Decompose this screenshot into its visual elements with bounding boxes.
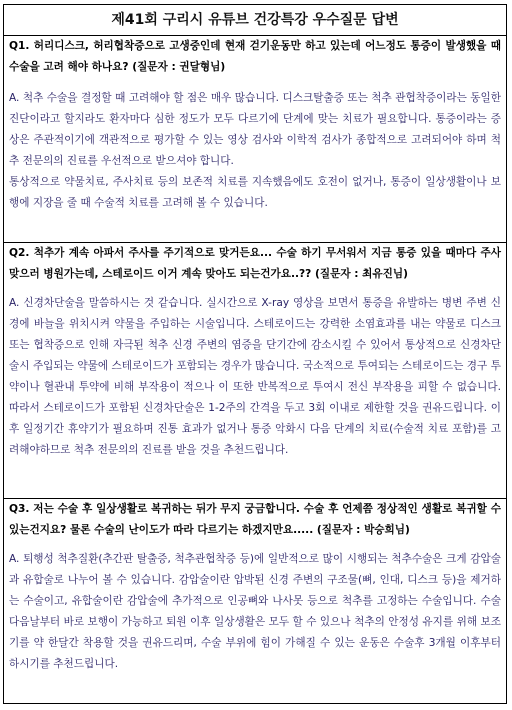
qa-item-1: [4, 36, 506, 214]
answer-1-paragraph-2: 통상적으로 약물치료, 주사치료 등의 보존적 치료를 지속했음에도 호전이 없거나, 통증이 일상생활이나 보행에 지장을 줄 때 수술적 치료를 고려해 볼 수 있습니다.: [9, 176, 501, 209]
answer-3-paragraph-1: A. 퇴행성 척추질환(추간판 탈출증, 척추관협착증 등)에 일반적으로 많이 시행되는 척추수술은 크게 감압술과 유합술로 나누어 볼 수 있습니다. 감압술이란 압박된 신경 주변의 구조물(뼈, 인대, 디스크 등)을 제거하는 수술이고, 유합술이란 감압술에 추가적으로 인공뼈와 나사못 등으로 척추를 고정하는 수술입니다. 수술 다음날부터 바로 보행이 가능하고 퇴원 이후 일상생활은 모두 할 수 있으나 척추의 안정성 유지를 위해 보조기를 약 한달간 착용할 것을 권유드리며, 수술 부위에 힘이 가해질 수 있는 운동은 수술후 3개월 이후부터 하시기를 추천드립니다.: [9, 553, 501, 670]
question-2: Q2. 척추가 계속 아파서 주사를 주기적으로 맞거든요... 수술 하기 무서워서 지금 통증 있을 때마다 주사맞으러 병원가는데, 스테로이드 이거 계속 맞아도 되는건가요..?? (질문자 : 최유진님): [9, 247, 501, 280]
question-3: Q3. 저는 수술 후 일상생활로 복귀하는 뒤가 무지 궁금합니다. 수술 후 언제쯤 정상적인 생활로 복귀할 수 있는건지요? 물론 수술의 난이도가 따라 다르기는 하겠지만요..... (질문자 : 박승희님): [9, 503, 501, 536]
qa-table: [3, 4, 507, 704]
qa-item-2: [4, 243, 506, 461]
qa-item-3: [4, 499, 506, 675]
question-1: Q1. 허리디스크, 허리협착증으로 고생중인데 현재 걷기운동만 하고 있는데 어느정도 통증이 발생했을 때 수술을 고려 해야 하나요? (질문자 : 권달형님): [9, 40, 501, 73]
document-title: 제41회 구리시 유튜브 건강특강 우수질문 답변: [4, 5, 506, 36]
answer-2-paragraph-1: A. 신경차단술을 말씀하시는 것 같습니다. 실시간으로 X-ray 영상을 보면서 통증을 유발하는 병변 주변 신경에 바늘을 위치시켜 약물을 주입하는 시술입니다. 스테로이드는 강력한 소염효과를 내는 약물로 디스크 또는 협착증으로 인해 자극된 척추 신경 주변의 염증을 단기간에 감소시킬 수 있어서 통상적으로 신경차단술시 주입되는 약물에 스테로이드가 포함되는 경우가 많습니다. 국소적으로 투여되는 스테로이드는 경구 투약이나 혈관내 투약에 비해 부작용이 적으나 이 또한 반복적으로 투여시 전신 부작용을 피할 수 없습니다. 따라서 스테로이드가 포함된 신경차단술은 1-2주의 간격을 두고 3회 이내로 제한할 것을 권유드립니다. 이후 일정기간 휴약기가 필요하며 진통 효과가 없거나 통증 악화시 다음 단계의 치료(수술적 치료 포함)를 고려해야하므로 척추 전문의의 진료를 받을 것을 추천드립니다.: [9, 297, 501, 456]
answer-1-paragraph-1: A. 척추 수술을 결정할 때 고려해야 할 점은 매우 많습니다. 디스크탈출증 또는 척추 관협착증이라는 동일한 진단이라고 할지라도 환자마다 심한 정도가 모두 다르기에 단계에 맞는 치료가 필요합니다. 통증이라는 증상은 주관적이기에 객관적으로 평가할 수 있는 영상 검사와 이학적 검사가 종합적으로 고려되어야 하며 척추 전문의의 진료를 우선적으로 받으셔야 합니다.: [9, 92, 501, 167]
